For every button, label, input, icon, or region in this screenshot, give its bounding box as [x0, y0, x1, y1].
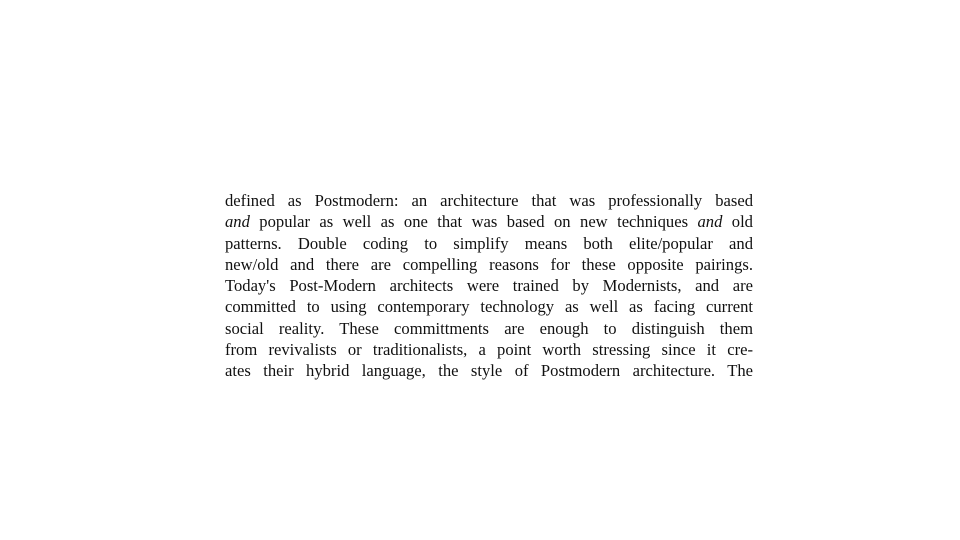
text-segment: from revivalists or traditionalists, a point worth stressing since it cre-	[225, 340, 753, 360]
text-segment: patterns. Double coding to simplify means both elite/popular and	[225, 233, 753, 253]
text-segment: social reality. These committments are enough to distinguish them	[225, 318, 753, 338]
text-segment: defined as Postmodern: an architecture that was professionally based	[225, 191, 753, 210]
text-line	[225, 360, 753, 381]
text-segment: Today's Post-Modern architects were trained by Modernists, and are	[225, 276, 753, 296]
text-segment: old	[722, 212, 753, 232]
italic-segment: and	[697, 212, 723, 232]
body-text	[225, 190, 753, 382]
text-segment: new/old and there are compelling reasons for these opposite pairings.	[225, 254, 753, 274]
text-line	[225, 296, 753, 317]
text-segment: ates their hybrid language, the style of Postmodern architecture. The	[225, 361, 753, 381]
text-segment: popular as well as one that was based on new techniques	[249, 212, 698, 232]
text-segment: committed to using contemporary technology as well as facing current	[225, 297, 753, 317]
text-line	[225, 211, 753, 232]
text-line	[225, 233, 753, 254]
text-line	[225, 275, 753, 296]
text-line	[225, 318, 753, 339]
text-line	[225, 339, 753, 360]
text-line	[225, 190, 753, 211]
text-line	[225, 254, 753, 275]
italic-segment: and	[225, 212, 250, 232]
